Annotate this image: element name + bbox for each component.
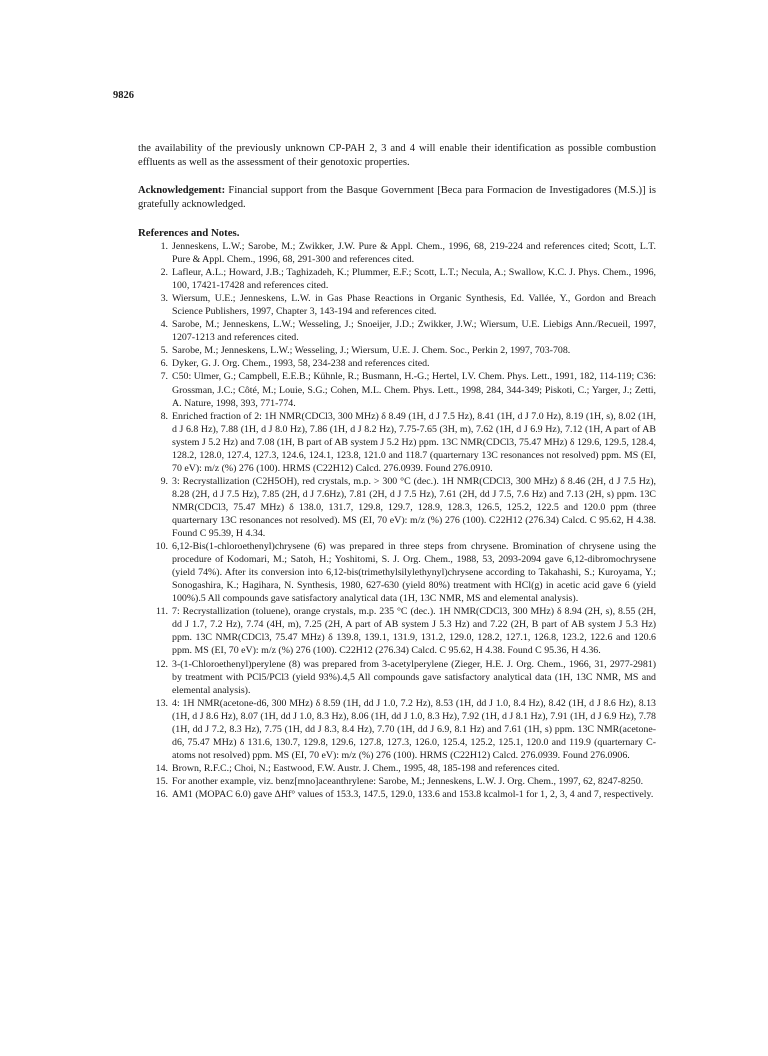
- reference-item: [155, 775, 656, 788]
- reference-number: 12.: [155, 658, 168, 670]
- reference-item: [158, 410, 656, 475]
- acknowledgement-text: Financial support from the Basque Government [Beca para Formacion de Investigadores (M.S.)] is gratefully acknowledged.: [138, 185, 656, 210]
- reference-item: [155, 540, 656, 605]
- references-list: [138, 240, 656, 801]
- reference-text: Wiersum, U.E.; Jenneskens, L.W. in Gas Phase Reactions in Organic Synthesis, Ed. Vallée, Y., Gordon and Breach Science Publishers, 1997, Chapter 3, 143-194 and references cited.: [172, 293, 656, 318]
- reference-number: 9.: [160, 475, 168, 487]
- reference-text: 6,12-Bis(1-chloroethenyl)chrysene (6) was prepared in three steps from chrysene. Bromination of chrysene using the procedure of Kodomari, M.; Satoh, H.; Yoshitomi, S. J. Org. Chem., 1988, 53, 2093-2094 gave 6,12-dibromochrysene (yield 74%). After its conversion into 6,12-bis(trimethylsilylethynyl)chrysene according to Takahashi, S.; Kuroyama, Y.; Sonogashira, K.; Hagihara, N. Synthesis, 1980, 627-630 (yield 80%) treatment with HCl(g) in acetic acid gave 6 (yield 100%).5 All compounds gave satisfactory analytical data (1H, 13C NMR, MS and elemental analysis).: [172, 541, 656, 605]
- reference-item: [158, 266, 656, 292]
- reference-number: 15.: [155, 775, 168, 787]
- reference-item: [158, 605, 656, 657]
- page-body: [138, 142, 656, 801]
- reference-item: [155, 697, 656, 762]
- reference-number: 11.: [156, 606, 168, 618]
- reference-number: 7.: [160, 371, 168, 383]
- reference-number: 5.: [160, 345, 168, 357]
- reference-text: Sarobe, M.; Jenneskens, L.W.; Wesseling, J.; Snoeijer, J.D.; Zwikker, J.W.; Wiersum, U.E. Liebigs Ann./Recueil, 1997, 1207-1213 and references cited.: [172, 319, 656, 344]
- reference-text: 4: 1H NMR(acetone-d6, 300 MHz) δ 8.59 (1H, dd J 1.0, 7.2 Hz), 8.53 (1H, dd J 1.0, 8.4 Hz), 8.42 (1H, d J 8.6 Hz), 8.13 (1H, d J 8.6 Hz), 8.07 (1H, dd J 1.0, 8.3 Hz), 8.06 (1H, dd J 1.0, 8.3 Hz), 7.92 (1H, d J 8.1 Hz), 7.91 (1H, d J 6.9 Hz), 7.78 (1H, dd J 7.2, 8.3 Hz), 7.75 (1H, dd J 8.3, 8.4 Hz), 7.70 (1H, dd J 6.9, 8.1 Hz) and 7.61 (1H, s) ppm. 13C NMR(acetone-d6, 75.47 MHz) δ 131.6, 130.7, 129.8, 129.6, 127.8, 127.3, 126.0, 125.4, 125.2, 125.1, 120.0 and 119.9 (quarternary C-atoms not resolved) ppm. MS (EI, 70 eV): m/z (%) 276 (100). HRMS (C22H12) Calcd. 276.0939. Found 276.0906.: [172, 697, 656, 761]
- acknowledgement-label: Acknowledgement:: [138, 185, 226, 196]
- reference-number: 8.: [160, 410, 168, 422]
- reference-text: 7: Recrystallization (toluene), orange crystals, m.p. 235 °C (dec.). 1H NMR(CDCl3, 300 MHz) δ 8.94 (2H, s), 8.55 (2H, dd J 1.7, 7.2 Hz), 7.74 (4H, m), 7.25 (2H, A part of AB system J 5.3 Hz) and 7.22 (2H, B part of AB system J 5.3 Hz) ppm. 13C NMR(CDCl3, 75.47 MHz) δ 139.8, 139.1, 131.9, 131.2, 129.0, 128.2, 127.1, 126.8, 123.2, 122.6 and 120.6 ppm. MS (EI, 70 eV): m/z (%) 276 (100). C22H12 (276.34) Calcd. C 95.62, H 4.38. Found C 95.36, H 4.36.: [172, 606, 656, 657]
- reference-item: [158, 370, 656, 409]
- reference-text: 3: Recrystallization (C2H5OH), red crystals, m.p. > 300 °C (dec.). 1H NMR(CDCl3, 300 MHz) δ 8.46 (2H, d J 7.5 Hz), 8.28 (2H, d J 7.5 Hz), 7.85 (2H, d J 7.6Hz), 7.81 (2H, d J 7.5 Hz), 7.61 (2H, dd J 7.5, 7.6 Hz) and 7.13 (2H, s) ppm. 13C NMR(CDCl3, 75.47 MHz) δ 138.0, 131.7, 129.8, 129.7, 128.9, 128.3, 126.5, 125.2, 122.5 and 120.0 ppm (three quarternary 13C resonances not resolved). MS (EI, 70 eV): m/z (%) 276 (100). C22H12 (276.34) Calcd. C 95.62, H 4.38. Found C 95.39, H 4.34.: [172, 475, 656, 540]
- reference-item: [155, 658, 656, 697]
- reference-item: [158, 357, 656, 370]
- reference-text: Brown, R.F.C.; Choi, N.; Eastwood, F.W. Austr. J. Chem., 1995, 48, 185-198 and references cited.: [172, 762, 560, 774]
- reference-text: C50: Ulmer, G.; Campbell, E.E.B.; Kühnle, R.; Busmann, H.-G.; Hertel, I.V. Chem. Phys. Lett., 1991, 182, 114-119; C36: Grossman, J.C.; Côté, M.; Louie, S.G.; Cohen, M.L. Chem. Phys. Lett., 1998, 284, 344-349; Piskoti, C.; Yarger, J.; Zetti, A. Nature, 1998, 393, 771-774.: [172, 371, 656, 409]
- reference-number: 16.: [155, 788, 168, 800]
- reference-number: 1.: [160, 241, 168, 252]
- reference-number: 3.: [160, 293, 168, 305]
- reference-text: Sarobe, M.; Jenneskens, L.W.; Wesseling, J.; Wiersum, U.E. J. Chem. Soc., Perkin 2, 1997, 703-708.: [172, 345, 571, 357]
- references-heading: References and Notes.: [138, 227, 240, 239]
- reference-text: Jenneskens, L.W.; Sarobe, M.; Zwikker, J.W. Pure & Appl. Chem., 1996, 68, 219-224 and references cited; Scott, L.T. Pure & Appl. Chem., 1996, 68, 291-300 and references cited.: [172, 241, 656, 266]
- page-number: 9826: [113, 90, 134, 101]
- reference-item: [158, 475, 656, 540]
- reference-number: 2.: [160, 267, 168, 279]
- reference-item: [155, 788, 656, 801]
- reference-number: 10.: [155, 541, 168, 553]
- reference-item: [158, 292, 656, 318]
- reference-item: [155, 762, 656, 775]
- reference-text: Enriched fraction of 2: 1H NMR(CDCl3, 300 MHz) δ 8.49 (1H, d J 7.5 Hz), 8.41 (1H, d J 7.0 Hz), 8.19 (1H, s), 8.02 (1H, d J 6.8 Hz), 7.88 (1H, d J 8.0 Hz), 7.86 (1H, d J 8.2 Hz), 7.75-7.65 (3H, m), 7.62 (1H, d J 6.9 Hz), 7.12 (1H, A part of AB system J 5.2 Hz) and 7.08 (1H, B part of AB system J 5.2 Hz) ppm. 13C NMR(CDCl3, 75.47 MHz) δ 129.6, 129.5, 128.4, 128.2, 128.0, 127.4, 127.3, 124.6, 124.1, 123.8, 121.0 and 118.7 (quarternary 13C resonances not resolved) ppm. MS (EI, 70 eV): m/z (%) 276 (100). HRMS (C22H12) Calcd. 276.0939. Found 276.0910.: [172, 410, 656, 474]
- reference-item: [158, 318, 656, 344]
- reference-text: AM1 (MOPAC 6.0) gave ΔHf° values of 153.3, 147.5, 129.0, 133.6 and 153.8 kcalmol-1 for 1, 2, 3, 4 and 7, respectively.: [172, 788, 654, 800]
- reference-number: 6.: [160, 358, 168, 370]
- reference-number: 4.: [160, 319, 168, 331]
- acknowledgement-paragraph: [138, 184, 656, 212]
- reference-text: Lafleur, A.L.; Howard, J.B.; Taghizadeh, K.; Plummer, E.F.; Scott, L.T.; Necula, A.; Swallow, K.C. J. Phys. Chem., 1996, 100, 17421-17428 and references cited.: [172, 267, 656, 292]
- reference-number: 14.: [155, 762, 168, 774]
- reference-item: [158, 344, 656, 357]
- reference-text: Dyker, G. J. Org. Chem., 1993, 58, 234-238 and references cited.: [172, 358, 430, 370]
- intro-paragraph: the availability of the previously unknown CP-PAH 2, 3 and 4 will enable their identification as possible combustion effluents as well as the assessment of their genotoxic properties.: [138, 143, 656, 168]
- reference-text: 3-(1-Chloroethenyl)perylene (8) was prepared from 3-acetylperylene (Zieger, H.E. J. Org. Chem., 1966, 31, 2977-2981) by treatment with PCl5/PCl3 (yield 93%).4,5 All compounds gave satisfactory analytical data (1H, 13C NMR, MS and elemental analysis).: [172, 658, 656, 696]
- reference-number: 13.: [155, 697, 168, 709]
- reference-item: [158, 240, 656, 266]
- reference-text: For another example, viz. benz[mno]aceanthrylene: Sarobe, M.; Jenneskens, L.W. J. Org. Chem., 1997, 62, 8247-8250.: [172, 775, 644, 787]
